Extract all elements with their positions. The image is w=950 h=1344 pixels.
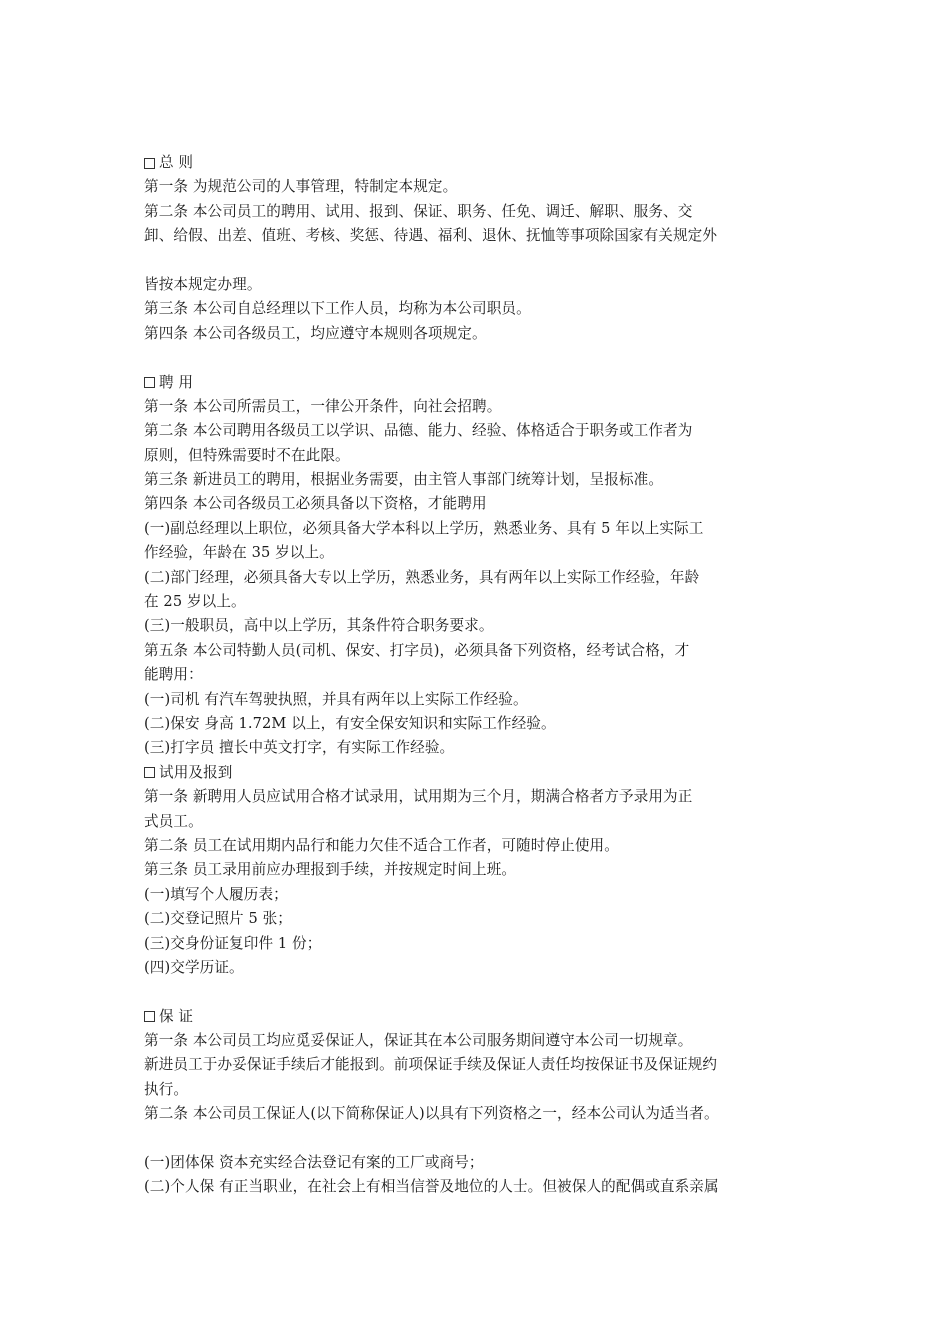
section-heading-text: 试用及报到 bbox=[159, 763, 233, 781]
paragraph-line: (一)填写个人履历表； bbox=[144, 885, 288, 903]
checkbox-square-icon bbox=[144, 1011, 155, 1022]
paragraph-line: 第二条 本公司聘用各级员工以学识、品德、能力、经验、体格适合于职务或工作者为 bbox=[144, 422, 693, 440]
blank-line bbox=[144, 1127, 816, 1151]
section-heading bbox=[144, 1005, 816, 1029]
paragraph-line: 第一条 新聘用人员应试用合格才试录用，试用期为三个月，期满合格者方予录用为正 bbox=[144, 788, 693, 806]
paragraph-line: (三)一般职员，高中以上学历，其条件符合职务要求。 bbox=[144, 617, 494, 635]
checkbox-square-icon bbox=[144, 377, 155, 388]
paragraph-line: 第二条 本公司员工保证人(以下简称保证人)以具有下列资格之一，经本公司认为适当者。 bbox=[144, 1105, 719, 1123]
paragraph-line: (四)交学历证。 bbox=[144, 958, 244, 976]
paragraph-line: 式员工。 bbox=[144, 812, 203, 830]
paragraph-line: 皆按本规定办理。 bbox=[144, 275, 262, 293]
section-heading bbox=[144, 761, 816, 785]
paragraph-line: 第四条 本公司各级员工必须具备以下资格，才能聘用 bbox=[144, 495, 487, 513]
section-heading-text: 保 证 bbox=[159, 1007, 194, 1025]
paragraph-line: 第二条 员工在试用期内品行和能力欠佳不适合工作者，可随时停止使用。 bbox=[144, 836, 619, 854]
paragraph-line: 在 25 岁以上。 bbox=[144, 593, 246, 611]
paragraph-line: (二)个人保 有正当职业，在社会上有相当信誉及地位的人士。但被保人的配偶或直系亲属 bbox=[144, 1178, 719, 1196]
checkbox-square-icon bbox=[144, 767, 155, 778]
paragraph-line: 执行。 bbox=[144, 1080, 189, 1098]
section-heading-text: 总 则 bbox=[159, 154, 194, 171]
paragraph-line: (二)保安 身高 1.72M 以上，有安全保安知识和实际工作经验。 bbox=[144, 714, 556, 732]
paragraph-line: 第四条 本公司各级员工，均应遵守本规则各项规定。 bbox=[144, 324, 487, 342]
paragraph-line: 能聘用： bbox=[144, 666, 203, 684]
paragraph-line: 第二条 本公司员工的聘用、试用、报到、保证、职务、任免、调迁、解职、服务、交 bbox=[144, 202, 693, 220]
paragraph-line: (一)司机 有汽车驾驶执照，并具有两年以上实际工作经验。 bbox=[144, 690, 528, 708]
paragraph-line: 第一条 本公司所需员工，一律公开条件，向社会招聘。 bbox=[144, 397, 502, 415]
section-heading bbox=[144, 371, 816, 395]
paragraph-line: (三)打字员 擅长中英文打字，有实际工作经验。 bbox=[144, 739, 455, 757]
paragraph-line: (三)交身份证复印件 1 份； bbox=[144, 934, 322, 952]
paragraph-line: (一)团体保 资本充实经合法登记有案的工厂或商号； bbox=[144, 1154, 484, 1172]
paragraph-line: 第三条 员工录用前应办理报到手续，并按规定时间上班。 bbox=[144, 861, 517, 879]
blank-line bbox=[144, 980, 816, 1004]
blank-line bbox=[144, 249, 816, 273]
paragraph-line: (二)交登记照片 5 张； bbox=[144, 910, 293, 928]
paragraph-line: (一)副总经理以上职位，必须具备大学本科以上学历，熟悉业务、具有 5 年以上实际工 bbox=[144, 519, 704, 537]
document-body bbox=[144, 151, 816, 1200]
checkbox-square-icon bbox=[144, 158, 155, 169]
paragraph-line: (二)部门经理，必须具备大专以上学历，熟悉业务，具有两年以上实际工作经验，年龄 bbox=[144, 568, 700, 586]
paragraph-line: 第三条 本公司自总经理以下工作人员，均称为本公司职员。 bbox=[144, 300, 531, 318]
blank-line bbox=[144, 346, 816, 370]
paragraph-line: 第五条 本公司特勤人员(司机、保安、打字员)，必须具备下列资格，经考试合格，才 bbox=[144, 641, 690, 659]
section-heading bbox=[144, 151, 816, 175]
paragraph-line: 第三条 新进员工的聘用，根据业务需要，由主管人事部门统筹计划，呈报标准。 bbox=[144, 471, 664, 489]
paragraph-line: 卸、给假、出差、值班、考核、奖惩、待遇、福利、退休、抚恤等事项除国家有关规定外 bbox=[144, 227, 718, 245]
paragraph-line: 第一条 为规范公司的人事管理，特制定本规定。 bbox=[144, 178, 458, 196]
section-heading-text: 聘 用 bbox=[159, 373, 194, 391]
paragraph-line: 第一条 本公司员工均应觅妥保证人，保证其在本公司服务期间遵守本公司一切规章。 bbox=[144, 1032, 693, 1050]
paragraph-line: 原则，但特殊需要时不在此限。 bbox=[144, 446, 350, 464]
paragraph-line: 新进员工于办妥保证手续后才能报到。前项保证手续及保证人责任均按保证书及保证规约 bbox=[144, 1056, 718, 1074]
paragraph-line: 作经验，年龄在 35 岁以上。 bbox=[144, 544, 334, 562]
